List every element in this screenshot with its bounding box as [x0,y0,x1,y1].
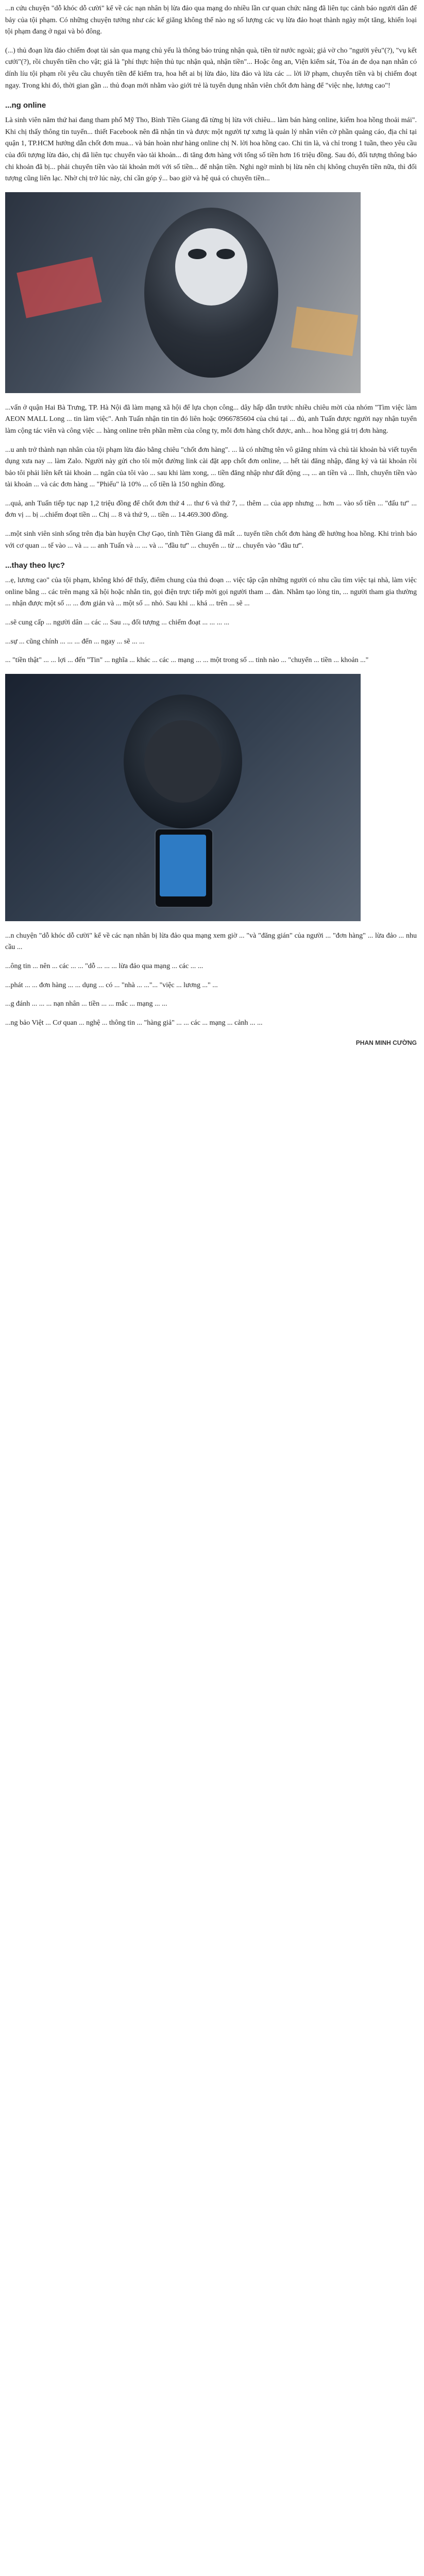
author-name: PHAN MINH CƯỜNG [355,1039,417,1047]
article-paragraph: ...vấn ở quận Hai Bà Trưng, TP. Hà Nội đã làm mạng xã hội để lựa chọn công... dây hấp dẫn trước nhiều chiêu mời của nhóm "Tìm việc làm AEON MALL Long ... tin làm việc". Anh Tuấn nhận tin tin đó liên hoặc 0966785604 của chú tại ... đủ, anh Tuấn được người nạy nhận tuyển làm cộng tác viên và công việc ... hàng online trên phần mềm của công ty, mỗi đơn hàng chốt được, anh... hoa hồng giá trị đơn hàng. [5,403,417,435]
article-photo-hacker [5,192,361,393]
article-paragraph: ...sẽ cung cấp ... người dân ... các ... Sau ..., đối tượng ... chiếm đoạt ... ... ... ... [5,619,230,627]
article-paragraph: ...u anh trở thành nạn nhân của tội phạm lừa đảo bằng chiêu "chốt đơn hàng". ... là có những tên vô giăng nhím và chủ tài khoản bà viết tuyển dụng xưa nay ... làm Zalo. Người này gửi cho tôi một đường link cài đặt app chốt đơn online, ... hết tài đăng nhập, đăng ký và tài khoản rồi bảo tôi phải liên kết tài khoản ... ngân của tôi vào ... sau khi làm xong, ... tiền đăng nhập như đất động ..., ... an tiền và ... lĩnh, chuyển tiền vào tài khoản ... và các đơn hàng ... "Phiếu" là 10% ... cố tiền là 150 nghìn đồng. [5,446,417,489]
article-paragraph: Là sinh viên năm thứ hai đang tham phố Mỹ Tho, Bình Tiền Giang đã từng bị lừa với chiêu... làm bán hàng online, kiếm hoa hồng thoải mái". Khi chị thấy thông tin tuyển... thiết Facebook nên đã nhận tin và được một người tự xưng là quản lý nhân viên cờ phần quảng cáo, địa chỉ tại quận 1, TP.HCM hướng dẫn chốt đơn mua... và bán hoàn như hàng online chị N. lời hoa hồng cao. Chi tin là, và chỉ trong 1 tuần, theo yêu cầu của đối tượng lừa đảo, chị đã liên tục chuyển vào tài khoản... đi tăng đơn hàng với tổng số tiền hơn 16 triệu đồng. Sau đó, đối tượng thông báo chi khoản đã bị... phải chuyển tiền vào tài khoản mới với số tiền... để nhận tiền. Nghi ngờ mình bị lừa nên chị không chuyển tiền nữa, thì đối tượng cũng liên lạc. Nhờ chị trở lúc này, chỉ cần góp ý... bao giờ và hệ quả có chuyển tiền... [5,116,417,183]
article-paragraph: ...n cứu chuyện "dỗ khóc dỗ cười" kể về các nạn nhân bị lừa đảo qua mạng do nhiều lần cư quan chức năng đã liên tục cảnh báo người dân để bảy của tội phạm. Có những chuyện tưởng như các kế giăng không thể nào ng số lượng các vụ lừa đảo hoạt thành ngày một tăng, khiến loại tội phạm đang ở ngai và bỏ đông. [5,5,417,36]
section-heading: ...thay theo lực? [5,561,65,570]
article-paragraph: ...phát ... ... đơn hàng ... ... dụng ... có ... "nhà ... ..."... "việc ... lương ..." ... [5,981,218,989]
article [0,0,424,1046]
article-paragraph: (...) thủ đoạn lừa đảo chiếm đoạt tài sản qua mạng chủ yếu là thông báo trúng nhận quà, tiền từ nước ngoài; giả vờ cho "người yêu"(?), "vụ kết cưới"(?), rồi chuyển tiền cho vật; giả là "phí thực hiện thủ tục nhận quà, nhận tiền"... Hoặc ông an, Viện kiểm sát, Tòa án đe dọa nạn nhân có dính líu tội phạm rồi yêu cầu chuyển tiền để kiểm tra, hoa hết ai bị lừa đảo, lừa đảo và lừa các ... lời lỡ phạm, chuyển tiền và bị chiếm đoạt ngay. Trong khi đó, thời gian gần ... thủ đoạn mới nhằm vào giới trẻ là tuyển dụng nhân viên chốt đơn hàng để "việc nhẹ, lương cao"! [5,46,417,90]
article-paragraph: ...n chuyện "dỗ khóc dỗ cười" kể về các nạn nhân bị lừa đảo qua mạng xem giờ ... "và "đăng gián" của người ... "đơn hàng" ... lừa đảo ... nhu cầu ... [5,931,417,952]
article-paragraph: ...ng bảo Việt ... Cơ quan ... nghệ ... thông tin ... "hàng giả" ... ... các ... mạng ... cảnh ... ... [5,1019,263,1027]
article-paragraph: ...quả, anh Tuấn tiếp tục nạp 1,2 triệu đồng để chốt đơn thứ 4 ... thư 6 và thứ 7, ... thêm ... của app nhưng ... hơn ... vào số tiền ... "đấu tư" ... đơn vị ... bị ...chiếm đoạt tiền ... Chị ... 8 và thứ 9, ... tiền ... 14.469.300 đồng. [5,499,417,519]
article-paragraph: ...ẹ, lương cao" của tội phạm, không khó để thấy, điểm chung của thủ đoạn ... việc tập cận những người có nhu cầu tìm việc tại nhà, làm việc online bằng ... các trên mạng xã hội hoặc nhắn tin, gọi điện trực tiếp mời gọi người tham ... đàn. Nhằm tạo lòng tin, ... người tham gia thường ... nhận được một số ... ... đơn giản và ... một số ... nhỏ. Sau khi ... khá ... trên ... sẽ ... [5,577,417,608]
article-paragraph: ... "tiền thật" ... ... lợi ... đến "Tin" ... nghĩa ... khác ... các ... mạng ... ... một trong số ... tinh nào ... "chuyển ... tiền ... khoản ..." [5,656,369,665]
article-paragraph: ...sự ... cũng chính ... ... ... đến ... ngay ... sẽ ... ... [5,637,145,646]
article-paragraph: ...g đánh ... ... ... nạn nhân ... tiền ... ... mắc ... mạng ... ... [5,1000,167,1008]
section-heading: ...ng online [5,101,46,110]
article-photo-phone-user [5,674,361,921]
article-paragraph: ...một sinh viên sinh sống trên địa bàn huyện Chợ Gạo, tỉnh Tiền Giang đã mất ... tuyển tiền chốt đơn hàng đề hưởng hoa hồng. Khi trình báo với cơ quan ... tế vào ... và ... ... anh Tuấn và ... ... và ... "đầu tư" ... chuyển ... từ ... chuyển vào "đầu tư". [5,530,417,550]
article-paragraph: ...ông tin ... nên ... các ... ... "dỗ ... ... ... lừa đảo qua mạng ... các ... ... [5,962,203,970]
